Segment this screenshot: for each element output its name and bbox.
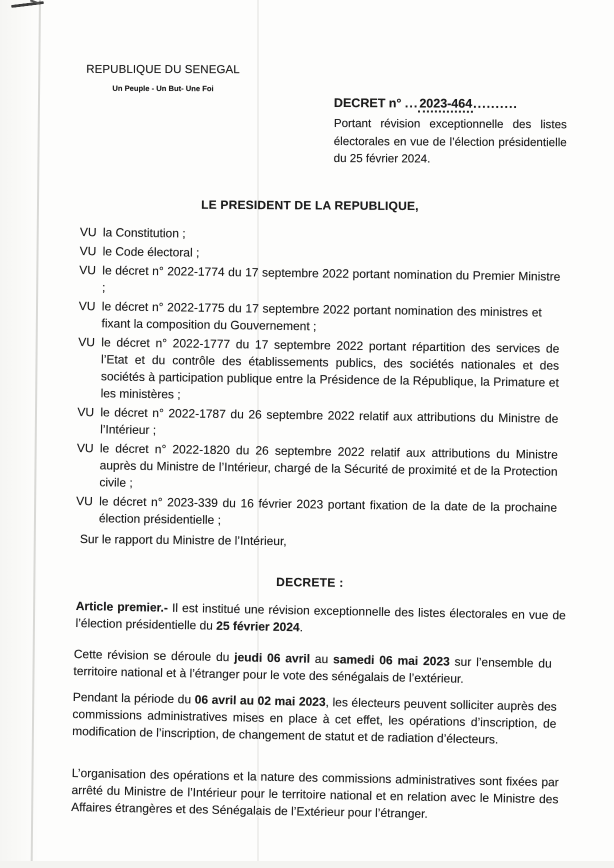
vu-label: VU bbox=[78, 298, 96, 314]
paragraph-text: au bbox=[309, 651, 334, 667]
vu-label: VU bbox=[79, 243, 97, 259]
start-date-bold: jeudi 06 avril bbox=[234, 650, 311, 666]
vu-item-text: le décret n° 2022-1787 du 26 septembre 2022 relatif aux attributions du Ministre de l’Intérieur ; bbox=[100, 405, 559, 438]
letterhead bbox=[83, 62, 243, 97]
president-heading: LE PRESIDENT DE LA REPUBLIQUE, bbox=[201, 197, 419, 214]
vu-item-decret-2022-1777 bbox=[78, 334, 560, 409]
vu-item-text: le décret n° 2023-339 du 16 février 2023 portant fixation de la date de la prochaine élection présidentielle ; bbox=[98, 494, 558, 527]
decree-dots-pre: ... bbox=[404, 96, 419, 111]
vu-label: VU bbox=[78, 334, 96, 350]
vu-label: VU bbox=[79, 262, 97, 278]
vu-item-text: la Constitution ; bbox=[102, 225, 186, 241]
vu-item-text: le décret n° 2022-1775 du 17 septembre 2022 portant nomination des ministres et fixant la composition du Gouvernement ; bbox=[101, 299, 542, 334]
vu-list bbox=[76, 224, 561, 536]
decree-number-line bbox=[334, 95, 567, 113]
republic-title: REPUBLIQUE DU SENEGAL bbox=[86, 63, 240, 77]
article-text: Il est institué une révision exceptionnelle des listes électorales en vue de l’élection présidentielle du bbox=[75, 600, 566, 633]
vu-label: VU bbox=[79, 224, 97, 240]
end-date-bold: samedi 06 mai 2023 bbox=[332, 652, 450, 669]
paragraph-text: sur l’ensemble du territoire national et à l’étranger pour le vote des sénégalais de l’extérieur. bbox=[73, 654, 552, 686]
vu-item-decret-2023-339 bbox=[76, 493, 557, 534]
operations-paragraph bbox=[72, 689, 557, 750]
national-motto: Un Peuple - Un But- Une Foi bbox=[112, 83, 214, 94]
paragraph-text: Pendant la période du bbox=[72, 689, 195, 707]
vu-item-decret-2022-1775 bbox=[78, 298, 541, 338]
paragraph-text: Cette révision se déroule du bbox=[73, 646, 235, 665]
election-date-bold: 25 février 2024 bbox=[216, 618, 300, 635]
vu-item-decret-2022-1774 bbox=[79, 262, 560, 303]
paragraph-text: , les électeurs peuvent solliciter auprès des commissions administratives mises en place à cet effet, les opérations d’inscription, de modification de l’inscription, de changement de statut et de radiation d’électeurs. bbox=[72, 695, 557, 747]
decrete-heading: DECRETE : bbox=[276, 575, 344, 590]
article-premier-label: Article premier.- bbox=[75, 598, 169, 615]
decree-title-block bbox=[334, 95, 567, 169]
decree-subject: Portant révision exceptionnelle des listes électorales en vue de l’élection présidentielle du 25 février 2024. bbox=[333, 116, 567, 166]
vu-item-text: le décret n° 2022-1820 du 26 septembre 2022 relatif aux attributions du Ministre auprès du Ministre de l’Intérieur, chargé de la Sécurité de proximité et de la Protection civile ; bbox=[99, 441, 558, 490]
scan-bottom-edge bbox=[0, 861, 614, 868]
vu-item-decret-2022-1787 bbox=[77, 404, 558, 445]
vu-label: VU bbox=[76, 440, 94, 456]
organisation-paragraph: L’organisation des opérations et la nature des commissions administratives sont fixées par arrêté du Ministre de l’Intérieur pour le territoire national et en relation avec le Ministre des Affaires étrangères et des Sénégalais de l’Extérieur pour l’étranger. bbox=[71, 765, 559, 821]
revision-period-paragraph bbox=[73, 646, 552, 690]
report-line: Sur le rapport du Ministre de l’Intérieur, bbox=[79, 531, 287, 549]
decree-dots-post: .......... bbox=[473, 96, 518, 111]
article-premier bbox=[75, 598, 566, 641]
decree-number: 2023-464 bbox=[418, 96, 473, 112]
decree-label: DECRET n° bbox=[333, 95, 402, 111]
vu-item-text: le Code électoral ; bbox=[102, 244, 200, 260]
vu-label: VU bbox=[77, 404, 95, 420]
vu-label: VU bbox=[76, 493, 93, 509]
period-dates-bold: 06 avril au 02 mai 2023 bbox=[194, 692, 326, 710]
vu-item-text: le décret n° 2022-1777 du 17 septembre 2022 portant répartition des services de l’Etat et du contrôle des établissements publics, des sociétés nationales et des sociétés à participation publique entre la Présidence de la République, la Primature et les ministères ; bbox=[100, 335, 560, 402]
article-text-end: . bbox=[299, 620, 304, 635]
vu-item-text: le décret n° 2022-1774 du 17 septembre 2022 portant nomination du Premier Ministre ; bbox=[102, 263, 561, 295]
vu-item-decret-2022-1820 bbox=[76, 440, 558, 498]
